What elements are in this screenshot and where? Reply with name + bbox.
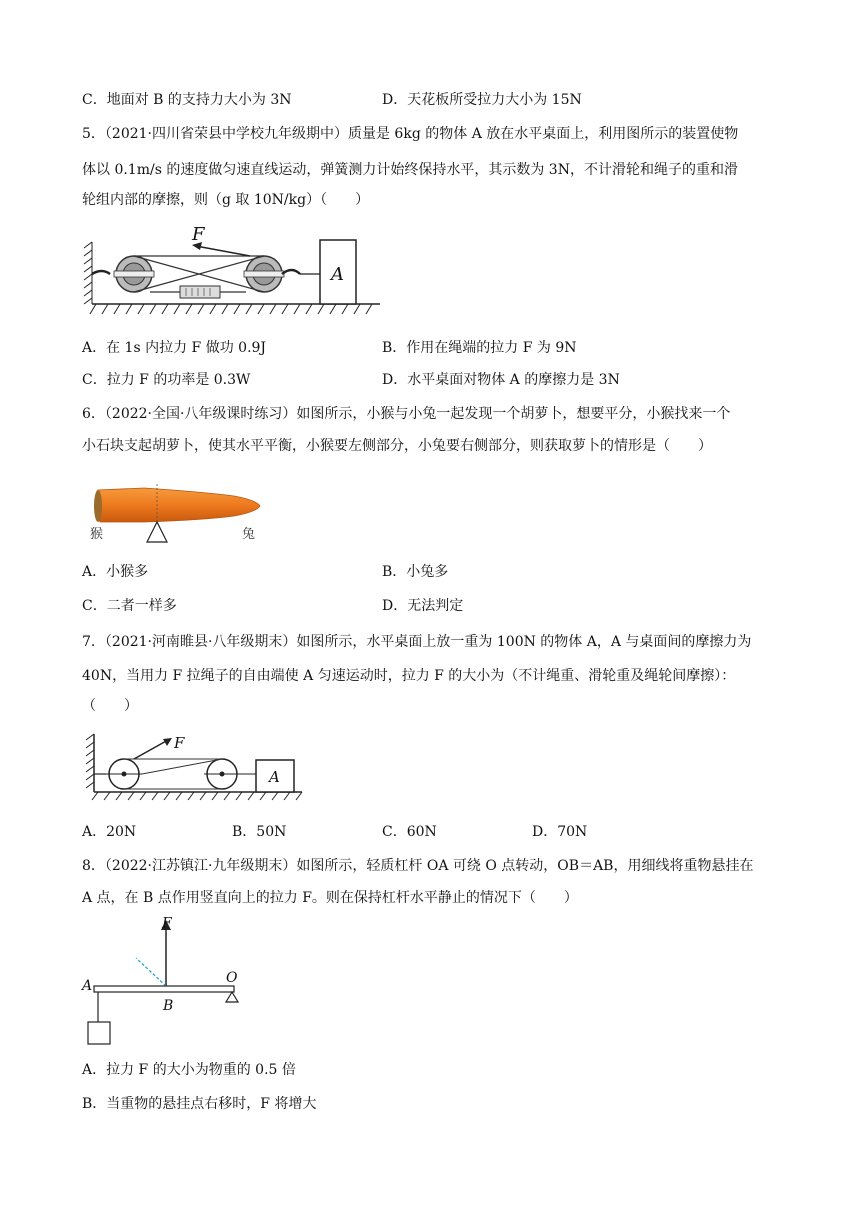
q7-fig-label-F: F [174,734,185,752]
q5-option-b: B．作用在绳端的拉力 F 为 9N [382,340,577,356]
q4-option-d: D．天花板所受拉力大小为 15N [382,92,582,108]
q8-stem-line-2: A 点，在 B 点作用竖直向上的拉力 F。则在保持杠杆水平静止的情况下（ ） [82,890,578,906]
q8-fig-label-O: O [226,970,238,986]
q7-stem-line-3: （ ） [82,698,138,714]
q6-stem-line-2: 小石块支起胡萝卜，使其水平平衡，小猴要左侧部分，小兔要右侧部分，则获取萝卜的情形是（ ） [82,438,712,454]
q6-carrot-figure [84,476,274,546]
q8-fig-label-B: B [163,998,174,1014]
q5-fig-label-A: A [331,264,344,285]
q8-fig-label-A: A [82,978,93,994]
q6-fig-label-rabbit: 兔 [242,527,256,542]
q6-stem-line-1: 6．（2022·全国·八年级课时练习）如图所示，小猴与小兔一起发现一个胡萝卜，想要平分，小猴找来一个 [82,406,731,422]
q7-stem-line-1: 7．（2021·河南睢县·八年级期末）如图所示，水平桌面上放一重为 100N 的物体 A，A 与桌面间的摩擦力为 [82,634,752,650]
q6-option-c: C．二者一样多 [82,598,177,614]
q5-option-c: C．拉力 F 的功率是 0.3W [82,372,251,388]
q7-option-c: C．60N [382,824,437,840]
q8-fig-label-F: F [162,915,172,932]
q6-option-d: D．无法判定 [382,598,464,614]
q8-option-a: A．拉力 F 的大小为物重的 0.5 倍 [82,1062,296,1078]
q7-option-b: B．50N [232,824,287,840]
q5-option-d: D．水平桌面对物体 A 的摩擦力是 3N [382,372,620,388]
q7-pulley-figure [80,728,310,808]
q4-option-c: C．地面对 B 的支持力大小为 3N [82,92,292,108]
q5-stem-line-3: 轮组内部的摩擦，则（g 取 10N/kg）（ ） [82,192,370,208]
q8-option-b: B．当重物的悬挂点右移时，F 将增大 [82,1096,317,1112]
q7-stem-line-2: 40N，当用力 F 拉绳子的自由端使 A 匀速运动时，拉力 F 的大小为（不计绳重、滑轮重及绳轮间摩擦）： [82,668,736,684]
q7-option-d: D．70N [532,824,588,840]
q6-option-a: A．小猴多 [82,564,149,580]
q6-option-b: B．小兔多 [382,564,449,580]
q5-stem-line-2: 体以 0.1m/s 的速度做匀速直线运动，弹簧测力计始终保持水平，其示数为 3N，不计滑轮和绳子的重和滑 [82,162,738,178]
q5-pulley-figure [80,222,390,322]
q8-stem-line-1: 8．（2022·江苏镇江·九年级期末）如图所示，轻质杠杆 OA 可绕 O 点转动，OB＝AB，用细线将重物悬挂在 [82,858,754,874]
q5-fig-label-F: F [192,224,205,245]
q8-lever-figure [80,914,250,1050]
q5-stem-line-1: 5．（2021·四川省荣县中学校九年级期中）质量是 6kg 的物体 A 放在水平桌面上，利用图所示的装置使物 [82,126,739,142]
q7-fig-label-A: A [269,768,280,786]
q7-option-a: A．20N [82,824,137,840]
q5-option-a: A．在 1s 内拉力 F 做功 0.9J [82,340,267,356]
q6-fig-label-monkey: 猴 [90,527,104,542]
